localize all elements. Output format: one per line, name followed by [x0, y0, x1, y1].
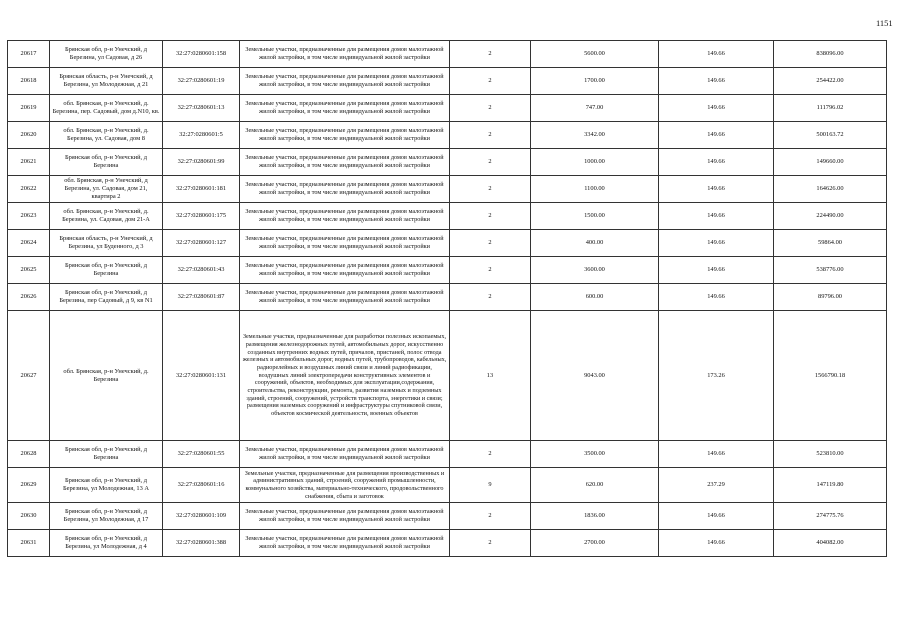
address-cell: Брянская обл, р-н Унечский, д Березина, ул Молодежная, д 17 [50, 503, 163, 530]
address-cell: Брянская область, р-н Унечский, д Березина, ул Буденного, д 3 [50, 230, 163, 257]
cadastral-value-cell: 1566790.18 [774, 311, 887, 441]
table-row [8, 122, 887, 149]
cadastral-value-cell: 224490.00 [774, 203, 887, 230]
row-number: 20624 [8, 230, 50, 257]
row-number: 20617 [8, 41, 50, 68]
cadastral-number-cell: 32:27:0280601:109 [163, 503, 240, 530]
cadastral-value-cell: 274775.76 [774, 503, 887, 530]
group-cell: 2 [450, 230, 531, 257]
table-row [8, 284, 887, 311]
cadastral-value-cell: 111796.02 [774, 95, 887, 122]
cadastral-value-table [7, 40, 887, 557]
cadastral-value-cell: 149660.00 [774, 149, 887, 176]
land-use-cell: Земельные участки, предназначенные для размещения домов малоэтажной жилой застройки, в том числе индивидуальной жилой застройки [240, 95, 450, 122]
table-row [8, 230, 887, 257]
group-cell: 2 [450, 122, 531, 149]
table-row [8, 311, 887, 441]
rate-cell: 149.66 [659, 203, 774, 230]
cadastral-number-cell: 32:27:0280601:87 [163, 284, 240, 311]
land-use-cell: Земельные участки, предназначенные для разработки полезных ископаемых, размещения железнодорожных путей, автомобильных дорог, искусственно созданных внутренних водных путей, причалов, пристаней, полос отвода железных и автомобильных дорог, водных путей, трубопроводов, кабельных, радиорелейных и воздушных линий связи и линий радиофикации, воздушных линий электропередачи конструктивных элементов и сооружений, объектов, необходимых для эксплуатации,содержания, строительства, реконструкции, ремонта, развития наземных и подземных зданий, строений, сооружений, устройств транспорта, энергетики и связи; размещения наземных сооружений и инфраструктуры спутниковой связи, объектов космической деятельности, военных объектов [240, 311, 450, 441]
address-cell: Брянская область, р-н Унечский, д Березина, ул Молодежная, д 21 [50, 68, 163, 95]
table-row [8, 41, 887, 68]
table-row [8, 441, 887, 468]
group-cell: 2 [450, 149, 531, 176]
land-use-cell: Земельные участки, предназначенные для размещения домов малоэтажной жилой застройки, в том числе индивидуальной жилой застройки [240, 68, 450, 95]
land-use-cell: Земельные участки, предназначенные для размещения домов малоэтажной жилой застройки, в том числе индивидуальной жилой застройки [240, 203, 450, 230]
table-row [8, 95, 887, 122]
cadastral-number-cell: 32:27:0280601:13 [163, 95, 240, 122]
group-cell: 9 [450, 468, 531, 503]
area-cell: 9043.00 [531, 311, 659, 441]
address-cell: Брянская обл, р-н Унечский, д Березина, ул Садовая, д 26 [50, 41, 163, 68]
area-cell: 3600.00 [531, 257, 659, 284]
rate-cell: 149.66 [659, 284, 774, 311]
group-cell: 2 [450, 441, 531, 468]
land-use-cell: Земельные участки, предназначенные для размещения домов малоэтажной жилой застройки, в том числе индивидуальной жилой застройки [240, 441, 450, 468]
land-use-cell: Земельные участки, предназначенные для размещения домов малоэтажной жилой застройки, в том числе индивидуальной жилой застройки [240, 176, 450, 203]
row-number: 20622 [8, 176, 50, 203]
table-row [8, 176, 887, 203]
rate-cell: 149.66 [659, 257, 774, 284]
group-cell: 13 [450, 311, 531, 441]
group-cell: 2 [450, 95, 531, 122]
area-cell: 1700.00 [531, 68, 659, 95]
cadastral-number-cell: 32:27:0280601:175 [163, 203, 240, 230]
address-cell: Брянская обл, р-н Унечский, д Березина [50, 441, 163, 468]
cadastral-number-cell: 32:27:0280601:5 [163, 122, 240, 149]
area-cell: 620.00 [531, 468, 659, 503]
rate-cell: 149.66 [659, 503, 774, 530]
cadastral-value-cell: 59864.00 [774, 230, 887, 257]
rate-cell: 149.66 [659, 230, 774, 257]
cadastral-number-cell: 32:27:0280601:158 [163, 41, 240, 68]
land-use-cell: Земельные участки, предназначенные для размещения домов малоэтажной жилой застройки, в том числе индивидуальной жилой застройки [240, 503, 450, 530]
rate-cell: 237.29 [659, 468, 774, 503]
area-cell: 600.00 [531, 284, 659, 311]
address-cell: обл. Брянская, р-н Унечский, д Березина, ул. Садовая, дом 21, квартира 2 [50, 176, 163, 203]
address-cell: обл. Брянская, р-н Унечский, д. Березина [50, 311, 163, 441]
cadastral-value-cell: 404082.00 [774, 530, 887, 557]
group-cell: 2 [450, 41, 531, 68]
rate-cell: 149.66 [659, 95, 774, 122]
area-cell: 1836.00 [531, 503, 659, 530]
table-row [8, 257, 887, 284]
address-cell: Брянская обл, р-н Унечский, д Березина, пер Садовый, д 9, кв N1 [50, 284, 163, 311]
row-number: 20629 [8, 468, 50, 503]
land-use-cell: Земельные участки, предназначенные для размещения домов малоэтажной жилой застройки, в том числе индивидуальной жилой застройки [240, 230, 450, 257]
land-use-cell: Земельные участки, предназначенные для размещения производственных и административных зданий, строений, сооружений промышленности, коммунального хозяйства, материально-технического, продовольственного снабжения, сбыта и заготовок [240, 468, 450, 503]
row-number: 20628 [8, 441, 50, 468]
cadastral-number-cell: 32:27:0280601:388 [163, 530, 240, 557]
cadastral-number-cell: 32:27:0280601:99 [163, 149, 240, 176]
rate-cell: 149.66 [659, 149, 774, 176]
cadastral-value-cell: 838096.00 [774, 41, 887, 68]
cadastral-value-cell: 523810.00 [774, 441, 887, 468]
cadastral-value-cell: 538776.00 [774, 257, 887, 284]
land-use-cell: Земельные участки, предназначенные для размещения домов малоэтажной жилой застройки, в том числе индивидуальной жилой застройки [240, 41, 450, 68]
page-number: 1151 [876, 18, 893, 28]
rate-cell: 173.26 [659, 311, 774, 441]
row-number: 20618 [8, 68, 50, 95]
table-row [8, 503, 887, 530]
row-number: 20630 [8, 503, 50, 530]
cadastral-number-cell: 32:27:0280601:55 [163, 441, 240, 468]
table-row [8, 203, 887, 230]
land-use-cell: Земельные участки, предназначенные для размещения домов малоэтажной жилой застройки, в том числе индивидуальной жилой застройки [240, 122, 450, 149]
table-row [8, 149, 887, 176]
land-use-cell: Земельные участки, предназначенные для размещения домов малоэтажной жилой застройки, в том числе индивидуальной жилой застройки [240, 284, 450, 311]
row-number: 20626 [8, 284, 50, 311]
land-use-cell: Земельные участки, предназначенные для размещения домов малоэтажной жилой застройки, в том числе индивидуальной жилой застройки [240, 530, 450, 557]
rate-cell: 149.66 [659, 530, 774, 557]
group-cell: 2 [450, 530, 531, 557]
cadastral-value-cell: 500163.72 [774, 122, 887, 149]
cadastral-number-cell: 32:27:0280601:181 [163, 176, 240, 203]
area-cell: 747.00 [531, 95, 659, 122]
row-number: 20621 [8, 149, 50, 176]
area-cell: 5600.00 [531, 41, 659, 68]
rate-cell: 149.66 [659, 41, 774, 68]
area-cell: 1500.00 [531, 203, 659, 230]
area-cell: 3342.00 [531, 122, 659, 149]
land-use-cell: Земельные участки, предназначенные для размещения домов малоэтажной жилой застройки, в том числе индивидуальной жилой застройки [240, 257, 450, 284]
area-cell: 400.00 [531, 230, 659, 257]
area-cell: 2700.00 [531, 530, 659, 557]
cadastral-value-cell: 89796.00 [774, 284, 887, 311]
address-cell: обл. Брянская, р-н Унечский, д. Березина, ул. Садовая, дом 21-А [50, 203, 163, 230]
cadastral-number-cell: 32:27:0280601:43 [163, 257, 240, 284]
group-cell: 2 [450, 503, 531, 530]
address-cell: Брянская обл, р-н Унечский, д Березина, ул Молодежная, д 4 [50, 530, 163, 557]
area-cell: 3500.00 [531, 441, 659, 468]
rate-cell: 149.66 [659, 122, 774, 149]
cadastral-value-cell: 164626.00 [774, 176, 887, 203]
cadastral-number-cell: 32:27:0280601:127 [163, 230, 240, 257]
row-number: 20627 [8, 311, 50, 441]
row-number: 20631 [8, 530, 50, 557]
rate-cell: 149.66 [659, 68, 774, 95]
cadastral-number-cell: 32:27:0280601:16 [163, 468, 240, 503]
row-number: 20619 [8, 95, 50, 122]
address-cell: Брянская обл, р-н Унечский, д Березина, ул Молодежная, 13 А [50, 468, 163, 503]
row-number: 20623 [8, 203, 50, 230]
area-cell: 1000.00 [531, 149, 659, 176]
cadastral-number-cell: 32:27:0280601:131 [163, 311, 240, 441]
rate-cell: 149.66 [659, 176, 774, 203]
land-use-cell: Земельные участки, предназначенные для размещения домов малоэтажной жилой застройки, в том числе индивидуальной жилой застройки [240, 149, 450, 176]
address-cell: Брянская обл, р-н Унечский, д Березина [50, 149, 163, 176]
cadastral-value-cell: 254422.00 [774, 68, 887, 95]
table-row [8, 68, 887, 95]
cadastral-number-cell: 32:27:0280601:19 [163, 68, 240, 95]
table-row [8, 468, 887, 503]
address-cell: Брянская обл, р-н Унечский, д Березина [50, 257, 163, 284]
group-cell: 2 [450, 176, 531, 203]
group-cell: 2 [450, 203, 531, 230]
row-number: 20625 [8, 257, 50, 284]
address-cell: обл. Брянская, р-н Унечский, д. Березина, ул. Садовая, дом 8 [50, 122, 163, 149]
address-cell: обл. Брянская, р-н Унечский, д. Березина, пер. Садовый, дом д.N10, кв. [50, 95, 163, 122]
group-cell: 2 [450, 68, 531, 95]
cadastral-value-cell: 147119.80 [774, 468, 887, 503]
row-number: 20620 [8, 122, 50, 149]
table-row [8, 530, 887, 557]
group-cell: 2 [450, 257, 531, 284]
group-cell: 2 [450, 284, 531, 311]
rate-cell: 149.66 [659, 441, 774, 468]
area-cell: 1100.00 [531, 176, 659, 203]
